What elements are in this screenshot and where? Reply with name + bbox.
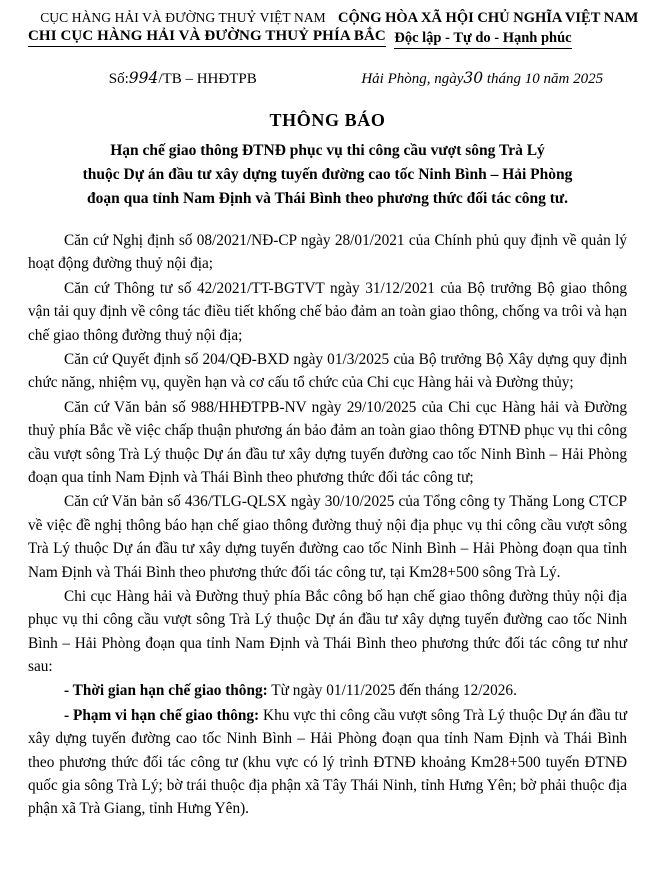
paragraph-legal-basis-5: Căn cứ Văn bản số 436/TLG-QLSX ngày 30/10/2025 của Tổng công ty Thăng Long CTCP về việc đề nghị thông báo hạn chế giao thông đường thuỷ nội địa phục vụ thi công cầu vượt sông Trà Lý thuộc Dự án đầu tư xây dựng tuyến đường cao tốc Ninh Bình – Hải Phòng đoạn qua tỉnh Nam Định và Thái Bình theo phương thức đối tác công tư, tại Km28+500 sông Trà Lý. <box>28 493 627 581</box>
place-date-prefix: Hải Phòng, ngày <box>361 71 464 87</box>
document-subject-line-1: Hạn chế giao thông ĐTNĐ phục vụ thi công cầu vượt sông Trà Lý <box>110 142 545 159</box>
place-date-suffix: tháng 10 năm 2025 <box>486 71 604 87</box>
document-number-suffix: /TB – HHĐTPB <box>158 71 257 87</box>
number-and-date-row <box>28 69 627 88</box>
issuing-authority-block <box>28 10 386 47</box>
national-motto: Độc lập - Tự do - Hạnh phúc <box>394 30 571 49</box>
national-heading-block <box>338 10 639 49</box>
paragraph-legal-basis-1: Căn cứ Nghị định số 08/2021/NĐ-CP ngày 28/01/2021 của Chính phủ quy định về quản lý hoạt động đường thuỷ nội địa; <box>28 232 627 273</box>
document-body <box>28 229 627 821</box>
item-restriction-scope-value: Khu vực thi công cầu vượt sông Trà Lý thuộc Dự án đầu tư xây dựng tuyến đường cao tốc Ninh Bình – Hải Phòng đoạn qua tỉnh Nam Định và Thái Bình theo phương thức đối tác công tư (khu vực có lý trình ĐTNĐ khoảng Km28+500 tuyến ĐTNĐ quốc gia sông Trà Lý; bờ trái thuộc địa phận xã Tây Thái Ninh, tỉnh Hưng Yên; bờ phải thuộc địa phận xã Trà Giang, tỉnh Hưng Yên). <box>28 706 628 818</box>
paragraph-legal-basis-4: Căn cứ Văn bản số 988/HHĐTPB-NV ngày 29/10/2025 của Chi cục Hàng hải và Đường thuỷ phía Bắc về việc chấp thuận phương án bảo đảm an toàn giao thông ĐTNĐ phục vụ thi công cầu vượt sông Trà Lý thuộc Dự án đầu tư xây dựng tuyến đường cao tốc Ninh Bình – Hải Phòng đoạn qua tỉnh Nam Định và Thái Bình theo phương thức đối tác công tư; <box>28 398 627 486</box>
item-restriction-scope <box>28 704 627 821</box>
place-date-day: 30 <box>463 69 484 87</box>
item-restriction-period-value: Từ ngày 01/11/2025 đến tháng 12/2026. <box>267 682 517 700</box>
issuing-unit-name: CHI CỤC HÀNG HẢI VÀ ĐƯỜNG THUỶ PHÍA BẮC <box>28 28 386 47</box>
country-name: CỘNG HÒA XÃ HỘI CHỦ NGHĨA VIỆT NAM <box>338 10 639 26</box>
paragraph-announcement: Chi cục Hàng hải và Đường thuỷ phía Bắc công bố hạn chế giao thông đường thủy nội địa phục vụ thi công cầu vượt sông Trà Lý thuộc Dự án đầu tư xây dựng tuyến đường cao tốc Ninh Bình – Hải Phòng đoạn qua tỉnh Nam Định và Thái Bình theo phương thức đối tác công tư như sau: <box>28 587 627 676</box>
document-header <box>28 10 639 49</box>
title-block <box>28 110 627 211</box>
document-subject-line-3: đoạn qua tỉnh Nam Định và Thái Bình theo phương thức đối tác công tư. <box>86 190 569 208</box>
parent-authority-name: CỤC HÀNG HẢI VÀ ĐƯỜNG THUỶ VIỆT NAM <box>40 10 326 25</box>
document-subject-line-2: thuộc Dự án đầu tư xây dựng tuyến đường cao tốc Ninh Bình – Hải Phòng <box>82 166 573 184</box>
item-restriction-period-label: - Thời gian hạn chế giao thông: <box>64 682 268 700</box>
item-restriction-scope-label: - Phạm vi hạn chế giao thông: <box>64 706 260 724</box>
document-subject <box>28 139 627 211</box>
document-number-handwritten: 994 <box>128 69 159 87</box>
paragraph-legal-basis-2: Căn cứ Thông tư số 42/2021/TT-BGTVT ngày 31/12/2021 của Bộ trưởng Bộ giao thông vận tải quy định về công tác điều tiết khống chế bảo đảm an toàn giao thông, chống va trôi và hạn chế giao thông đường thuỷ nội địa; <box>28 279 627 344</box>
document-number-prefix: Số: <box>108 71 129 87</box>
document-number <box>28 69 337 88</box>
document-type-title: THÔNG BÁO <box>269 110 386 130</box>
paragraph-legal-basis-3: Căn cứ Quyết định số 204/QĐ-BXD ngày 01/3/2025 của Bộ trưởng Bộ Xây dựng quy định chức năng, nhiệm vụ, quyền hạn và cơ cấu tổ chức của Chi cục Hàng hải và Đường thủy; <box>28 351 627 392</box>
item-restriction-period <box>28 679 627 702</box>
place-and-date <box>337 69 627 88</box>
